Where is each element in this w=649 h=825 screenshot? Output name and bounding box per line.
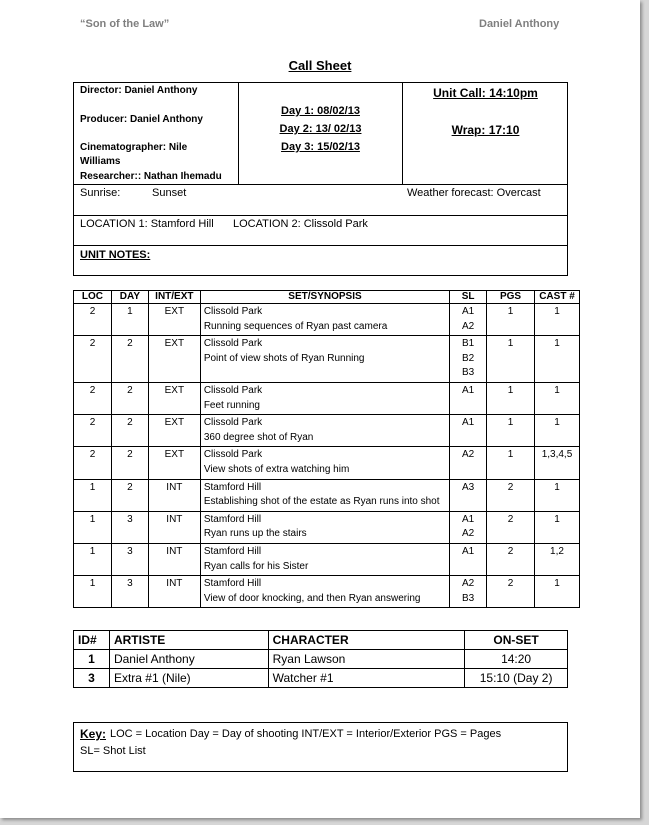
cell-intext: INT	[148, 511, 200, 543]
schedule-header-row	[74, 291, 580, 304]
set-location: Clissold Park	[203, 306, 263, 317]
col-cast: CAST #	[534, 291, 579, 304]
cell-set	[200, 479, 449, 511]
cell-set	[200, 415, 449, 447]
col-set: SET/SYNOPSIS	[200, 291, 449, 304]
unit-notes-label: UNIT NOTES:	[80, 249, 151, 261]
cell-pgs: 1	[487, 304, 535, 336]
artiste-row	[74, 650, 568, 669]
unit-call: Unit Call: 14:10pm	[433, 86, 538, 100]
cell-loc: 2	[74, 447, 112, 479]
cell-loc: 1	[74, 576, 112, 608]
schedule-row	[74, 479, 580, 511]
location-2: LOCATION 2: Clissold Park	[233, 218, 368, 230]
schedule-row	[74, 336, 580, 383]
cell-pgs: 1	[487, 336, 535, 383]
header-author: Daniel Anthony	[479, 18, 560, 30]
cell-artiste: Daniel Anthony	[109, 650, 268, 669]
cell-pgs: 1	[487, 415, 535, 447]
cell-intext: EXT	[148, 304, 200, 336]
day-2: Day 2: 13/ 02/13	[279, 123, 362, 135]
cell-onset: 15:10 (Day 2)	[465, 669, 568, 688]
set-location: Clissold Park	[203, 449, 263, 461]
schedule-row	[74, 415, 580, 447]
cell-loc: 2	[74, 304, 112, 336]
cell-sl: A1 A2	[450, 304, 487, 336]
cell-intext: EXT	[148, 382, 200, 414]
cell-id: 1	[74, 650, 110, 669]
schedule-row	[74, 576, 580, 608]
cell-day: 2	[111, 479, 148, 511]
key-line-2: SL= Shot List	[80, 745, 146, 757]
set-location: Clissold Park	[203, 338, 263, 350]
day-1: Day 1: 08/02/13	[281, 105, 360, 117]
cell-sl: A3	[450, 479, 487, 511]
cell-loc: 2	[74, 336, 112, 383]
col-sl: SL	[450, 291, 487, 304]
cell-pgs: 1	[487, 447, 535, 479]
set-synopsis: Point of view shots of Ryan Running	[203, 352, 365, 364]
set-synopsis: Ryan calls for his Sister	[203, 560, 309, 572]
cell-set	[200, 447, 449, 479]
key-label: Key:	[80, 727, 107, 741]
cell-day: 2	[111, 382, 148, 414]
sunset-label: Sunset	[152, 187, 187, 199]
cell-cast: 1	[534, 576, 579, 608]
day-3: Day 3: 15/02/13	[281, 141, 360, 153]
cell-set	[200, 576, 449, 608]
col-artiste: ARTISTE	[109, 631, 268, 650]
cell-intext: EXT	[148, 415, 200, 447]
set-location: Clissold Park	[203, 384, 263, 396]
researcher-line: Researcher:: Nathan Ihemadu	[80, 171, 222, 182]
cell-day: 1	[111, 304, 148, 336]
sunrise-label: Sunrise:	[80, 187, 121, 199]
cell-sl: A1	[450, 415, 487, 447]
cell-cast: 1	[534, 304, 579, 336]
cell-cast: 1	[534, 511, 579, 543]
cell-day: 3	[111, 511, 148, 543]
cinematographer-line: Cinematographer: Nile	[80, 142, 188, 153]
schedule-row	[74, 543, 580, 575]
cell-sl: A1 A2	[450, 511, 487, 543]
page-title: Call Sheet	[288, 58, 352, 73]
cell-intext: EXT	[148, 336, 200, 383]
cell-pgs: 2	[487, 543, 535, 575]
set-synopsis: Running sequences of Ryan past camera	[203, 320, 388, 332]
cell-character: Watcher #1	[268, 669, 465, 688]
cell-loc: 2	[74, 382, 112, 414]
cell-pgs: 2	[487, 511, 535, 543]
schedule-row	[74, 511, 580, 543]
cell-set	[200, 543, 449, 575]
schedule-row	[74, 382, 580, 414]
wrap-time: Wrap: 17:10	[451, 123, 520, 137]
set-synopsis: 360 degree shot of Ryan	[203, 431, 314, 443]
cell-onset: 14:20	[465, 650, 568, 669]
cell-intext: INT	[148, 576, 200, 608]
set-location: Stamford Hill	[203, 545, 262, 557]
artistes-header-row	[74, 631, 568, 650]
cell-cast: 1	[534, 415, 579, 447]
col-onset: ON-SET	[465, 631, 568, 650]
cell-day: 2	[111, 336, 148, 383]
set-synopsis: Ryan runs up the stairs	[203, 528, 307, 540]
set-location: Clissold Park	[203, 417, 263, 429]
cell-loc: 2	[74, 415, 112, 447]
col-character: CHARACTER	[268, 631, 465, 650]
cell-set	[200, 382, 449, 414]
producer-line: Producer: Daniel Anthony	[80, 114, 203, 125]
weather-forecast: Weather forecast: Overcast	[407, 187, 541, 199]
cell-loc: 1	[74, 479, 112, 511]
set-synopsis: Feet running	[203, 399, 260, 411]
set-synopsis: View of door knocking, and then Ryan answering	[203, 592, 421, 604]
schedule-row	[74, 447, 580, 479]
cell-set	[200, 304, 449, 336]
cell-sl: A1	[450, 543, 487, 575]
set-synopsis: Establishing shot of the estate as Ryan runs into shot	[203, 496, 440, 508]
col-loc: LOC	[74, 291, 112, 304]
set-synopsis: View shots of extra watching him	[203, 463, 350, 475]
cell-artiste: Extra #1 (Nile)	[109, 669, 268, 688]
cell-day: 2	[111, 415, 148, 447]
set-location: Stamford Hill	[203, 481, 262, 493]
cell-cast: 1	[534, 479, 579, 511]
cell-cast: 1	[534, 336, 579, 383]
cell-sl: A2	[450, 447, 487, 479]
col-pgs: PGS	[487, 291, 535, 304]
cell-character: Ryan Lawson	[268, 650, 465, 669]
schedule-table	[73, 290, 580, 608]
cell-day: 3	[111, 543, 148, 575]
col-id: ID#	[74, 631, 110, 650]
cell-intext: INT	[148, 543, 200, 575]
cell-pgs: 2	[487, 479, 535, 511]
cell-intext: EXT	[148, 447, 200, 479]
key-line-1: LOC = Location Day = Day of shooting INT/EXT = Interior/Exterior PGS = Pages	[110, 728, 502, 740]
cell-id: 3	[74, 669, 110, 688]
cell-set	[200, 511, 449, 543]
col-day: DAY	[111, 291, 148, 304]
cell-sl: A2 B3	[450, 576, 487, 608]
cell-cast: 1,3,4,5	[534, 447, 579, 479]
cell-cast: 1,2	[534, 543, 579, 575]
header-title: “Son of the Law”	[80, 18, 170, 30]
artiste-row	[74, 669, 568, 688]
cell-intext: INT	[148, 479, 200, 511]
cell-pgs: 2	[487, 576, 535, 608]
cell-day: 3	[111, 576, 148, 608]
schedule-row	[74, 304, 580, 336]
location-1: LOCATION 1: Stamford Hill	[80, 218, 214, 230]
col-intext: INT/EXT	[148, 291, 200, 304]
set-location: Stamford Hill	[203, 578, 262, 590]
cell-sl: A1	[450, 382, 487, 414]
cell-sl: B1 B2 B3	[450, 336, 487, 383]
cinematographer-line-2: Williams	[80, 156, 121, 167]
cell-day: 2	[111, 447, 148, 479]
cell-pgs: 1	[487, 382, 535, 414]
cell-set	[200, 336, 449, 383]
artistes-table	[73, 630, 568, 688]
set-location: Stamford Hill	[203, 513, 262, 525]
cell-loc: 1	[74, 543, 112, 575]
cell-cast: 1	[534, 382, 579, 414]
cell-loc: 1	[74, 511, 112, 543]
director-line: Director: Daniel Anthony	[80, 85, 198, 96]
